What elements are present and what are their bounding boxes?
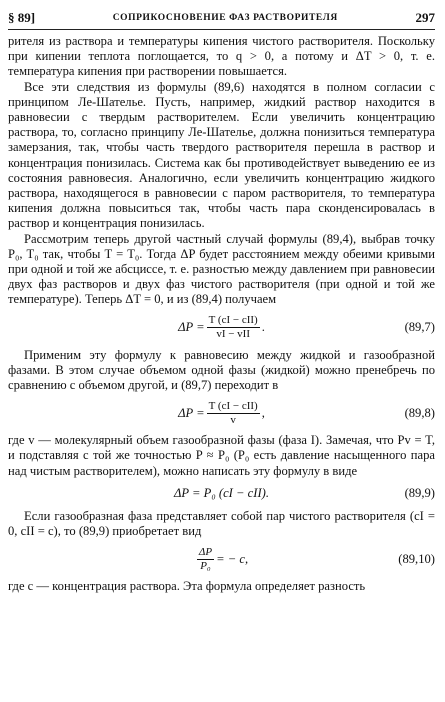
fraction-numerator: T (cI − cII)	[208, 399, 258, 412]
paragraph-molar-volume: где v — молекулярный объем газообразной фазы (фаза I). Замечая, что Pv = T, и подставляя с той же точностью P ≈ P₀ (P₀ есть давление насыщенного пара над чистым растворителем), можно написать эту формулу в виде	[8, 433, 435, 478]
equation-punct: .	[261, 320, 265, 335]
equation-lhs: ΔP =	[178, 405, 205, 420]
paragraph-special-case: Рассмотрим теперь другой частный случай формулы (89,4), выбрав точку P₀, T₀ так, чтобы T = T₀. Тогда ΔP будет расстоянием между обеими кривыми при одной и той же абсциссе, т. е. разностью между давлением при равновесии двух фаз растворов и двух фаз чистого растворителя (при одной и той же температуре). Теперь ΔT = 0, и из (89,4) получаем	[8, 231, 435, 307]
paragraph-pure-vapor: Если газообразная фаза представляет собой пар чистого растворителя (cI = 0, cII = c), то (89,9) приобретает вид	[8, 508, 435, 539]
running-header	[8, 7, 435, 30]
equation-number: (89,7)	[404, 320, 435, 335]
equation-fraction	[197, 546, 214, 573]
fraction-denominator: P₀	[200, 559, 211, 572]
page-number: 297	[415, 10, 435, 25]
paragraph-continuation: рителя из раствора и температуры кипения чистого растворителя. Поскольку при кипении теплота поглощается, то q > 0, а потому и ΔT > 0, т. е. температура кипения при растворении повышается.	[8, 34, 435, 79]
fraction-denominator: v	[230, 413, 236, 426]
equation-fraction	[207, 400, 260, 427]
paragraph-le-chatelier: Все эти следствия из формулы (89,6) находятся в полном согласии с принципом Ле-Шателье. Пусть, например, жидкий раствор находится в равновесии с твердым растворителем. Если увеличить концентрацию раствора, то, согласно принципу Ле-Шателье, должна понизиться температура замерзания, так, чтобы часть твердого растворителя перешла в раствор и концентрация понизилась. Система как бы противодействует выведению ее из состояния равновесия. Аналогично, если увеличить концентрацию жидкого раствора, находящегося в равновесии с паром растворителя, то температура кипения должна повыситься так, чтобы часть пара сконденсировалась в раствор и концентрация понизилась.	[8, 79, 435, 231]
equation-rhs: = − c,	[216, 551, 249, 566]
equation-89-9	[8, 479, 435, 509]
running-title: СОПРИКОСНОВЕНИЕ ФАЗ РАСТВОРИТЕЛЯ	[112, 13, 338, 23]
equation-body: ΔP = P₀ (cI − cII).	[174, 486, 269, 501]
equation-number: (89,10)	[398, 551, 435, 566]
fraction-numerator: ΔP	[198, 545, 213, 558]
equation-89-10	[8, 539, 435, 579]
paragraph-final: где c — концентрация раствора. Эта формула определяет разность	[8, 579, 366, 594]
section-number: § 89]	[8, 10, 36, 25]
equation-lhs: ΔP =	[178, 320, 205, 335]
fraction-denominator: vI − vII	[216, 328, 251, 341]
equation-89-8	[8, 393, 435, 433]
equation-89-7	[8, 308, 435, 348]
equation-punct: ,	[261, 405, 265, 420]
equation-number: (89,8)	[404, 405, 435, 420]
paragraph-gas-liquid: Применим эту формулу к равновесию между жидкой и газообразной фазами. В этом случае объемом одной фазы (жидкой) можно пренебречь по сравнению с объемом другой, и (89,7) переходит в	[8, 347, 435, 393]
fraction-numerator: T (cI − cII)	[208, 314, 258, 327]
equation-fraction	[207, 314, 260, 341]
page-body	[8, 34, 435, 594]
equation-number: (89,9)	[404, 486, 435, 501]
